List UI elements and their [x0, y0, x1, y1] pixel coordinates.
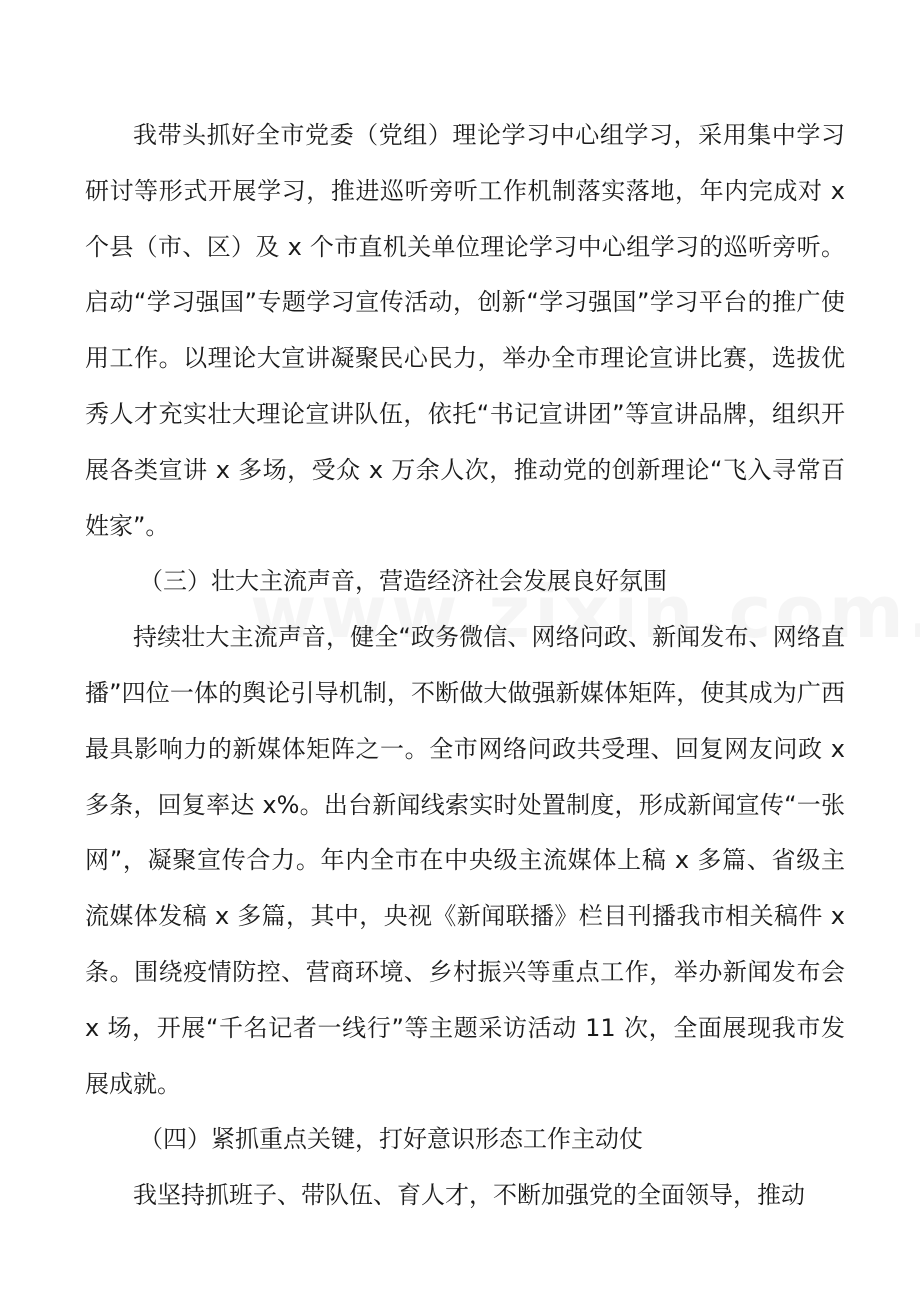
section-heading-3: （三）壮大主流声音，营造经济社会发展良好氛围: [139, 567, 667, 596]
document-body: [85, 108, 845, 1224]
paragraph-mainstream-voice: 持续壮大主流声音，健全“政务微信、网络问政、新闻发布、网络直播”四位一体的舆论引导机制，不断做大做强新媒体矩阵，使其成为广西最具影响力的新媒体矩阵之一。全市网络问政共受理、回复网友问政 x 多条，回复率达 x%。出台新闻线索实时处置制度，形成新闻宣传“一张网”，凝聚宣传合力。年内全市在中央级主流媒体上稿 x 多篇、省级主流媒体发稿 x 多篇，其中，央视《新闻联播》栏目刊播我市相关稿件 x 条。围绕疫情防控、营商环境、乡村振兴等重点工作，举办新闻发布会 x 场，开展“千名记者一线行”等主题采访活动 11 次，全面展现我市发展成就。: [85, 623, 845, 1098]
paragraph-leadership: 我坚持抓班子、带队伍、育人才，不断加强党的全面领导，推动: [133, 1181, 805, 1210]
section-heading-4: （四）紧抓重点关键，打好意识形态工作主动仗: [139, 1125, 643, 1154]
paragraph-study-groups: 我带头抓好全市党委（党组）理论学习中心组学习，采用集中学习研讨等形式开展学习，推进巡听旁听工作机制落实落地，年内完成对 x 个县（市、区）及 x 个市直机关单位理论学习中心组学习的巡听旁听。启动“学习强国”专题学习宣传活动，创新“学习强国”学习平台的推广使用工作。以理论大宣讲凝聚民心民力，举办全市理论宣讲比赛，选拔优秀人才充实壮大理论宣讲队伍，依托“书记宣讲团”等宣讲品牌，组织开展各类宣讲 x 多场，受众 x 万余人次，推动党的创新理论“飞入寻常百姓家”。: [85, 121, 845, 540]
